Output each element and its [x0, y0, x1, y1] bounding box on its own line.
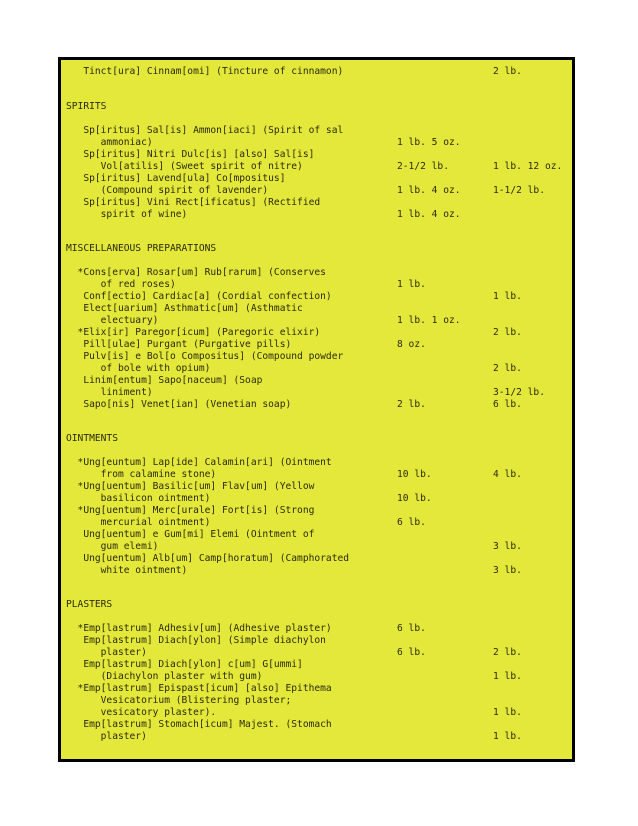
- item-description: Sapo[nis] Venet[ian] (Venetian soap): [66, 399, 292, 410]
- section-heading-plasters: [61, 599, 572, 611]
- item-description: *Elix[ir] Paregor[icum] (Paregoric elixir): [66, 327, 321, 338]
- item-description: gum elemi): [66, 541, 159, 552]
- section-heading: MISCELLANEOUS PREPARATIONS: [66, 243, 217, 254]
- text-line: [61, 185, 572, 197]
- quantity-col-1: 6 lb.: [397, 623, 426, 634]
- text-line: [61, 315, 572, 327]
- text-line: [61, 719, 572, 731]
- section-heading: PLASTERS: [66, 599, 113, 610]
- item-description: *Ung[uentum] Merc[urale] Fort[is] (Strong: [66, 505, 315, 516]
- item-description: Emp[lastrum] Stomach[icum] Majest. (Stomach: [66, 719, 332, 730]
- item-description: basilicon ointment): [66, 493, 211, 504]
- quantity-col-1: 1 lb. 4 oz.: [397, 209, 461, 220]
- text-line: [61, 209, 572, 221]
- text-line: [61, 493, 572, 505]
- text-line: [61, 565, 572, 577]
- section-heading-ointments: [61, 433, 572, 445]
- text-line: [61, 671, 572, 683]
- quantity-col-1: 10 lb.: [397, 469, 432, 480]
- text-line: [61, 125, 572, 137]
- item-description: *Emp[lastrum] Adhesiv[um] (Adhesive plaster): [66, 623, 332, 634]
- quantity-col-2: 2 lb.: [493, 327, 522, 338]
- item-description: vesicatory plaster).: [66, 707, 217, 718]
- text-line: [61, 659, 572, 671]
- text-line: [61, 553, 572, 565]
- item-description: Vesicatorium (Blistering plaster;: [66, 695, 292, 706]
- item-description: of red roses): [66, 279, 176, 290]
- quantity-col-2: 1 lb. 12 oz.: [493, 161, 563, 172]
- text-line: [61, 66, 572, 78]
- item-description: (Compound spirit of lavender): [66, 185, 269, 196]
- text-line: [61, 707, 572, 719]
- text-line: [61, 683, 572, 695]
- quantity-col-1: 6 lb.: [397, 647, 426, 658]
- text-line: [61, 363, 572, 375]
- item-description: Emp[lastrum] Diach[ylon] (Simple diachylon: [66, 635, 326, 646]
- text-line: [61, 375, 572, 387]
- quantity-col-2: 2 lb.: [493, 363, 522, 374]
- text-line: [61, 173, 572, 185]
- text-line: [61, 351, 572, 363]
- quantity-col-2: 2 lb.: [493, 647, 522, 658]
- item-description: electuary): [66, 315, 159, 326]
- quantity-col-2: 1 lb.: [493, 291, 522, 302]
- text-line: [61, 635, 572, 647]
- text-line: [61, 399, 572, 411]
- quantity-col-1: 1 lb. 5 oz.: [397, 137, 461, 148]
- text-line: [61, 303, 572, 315]
- text-line: [61, 481, 572, 493]
- item-description: Linim[entum] Sapo[naceum] (Soap: [66, 375, 263, 386]
- item-description: *Cons[erva] Rosar[um] Rub[rarum] (Conserves: [66, 267, 326, 278]
- item-description: Sp[iritus] Sal[is] Ammon[iaci] (Spirit of sal: [66, 125, 344, 136]
- document-page: [58, 57, 575, 762]
- quantity-col-2: 1 lb.: [493, 731, 522, 742]
- item-description: Ung[uentum] Alb[um] Camp[horatum] (Camphorated: [66, 553, 350, 564]
- text-line: [61, 291, 572, 303]
- section-heading: SPIRITS: [66, 101, 107, 112]
- quantity-col-2: 3 lb.: [493, 565, 522, 576]
- item-description: Vol[atilis] (Sweet spirit of nitre): [66, 161, 303, 172]
- item-description: plaster): [66, 731, 147, 742]
- quantity-col-1: 8 oz.: [397, 339, 426, 350]
- item-description: spirit of wine): [66, 209, 188, 220]
- item-description: (Diachylon plaster with gum): [66, 671, 263, 682]
- item-description: Sp[iritus] Lavend[ula] Co[mpositus]: [66, 173, 286, 184]
- text-line: [61, 541, 572, 553]
- text-line: [61, 517, 572, 529]
- text-line: [61, 197, 572, 209]
- text-line: [61, 279, 572, 291]
- text-line: [61, 505, 572, 517]
- text-line: [61, 149, 572, 161]
- quantity-col-1: 1 lb. 1 oz.: [397, 315, 461, 326]
- text-line: [61, 623, 572, 635]
- item-description: Sp[iritus] Vini Rect[ificatus] (Rectified: [66, 197, 321, 208]
- text-line: [61, 161, 572, 173]
- section-heading-spirits: [61, 101, 572, 113]
- item-description: Elect[uarium] Asthmatic[um] (Asthmatic: [66, 303, 303, 314]
- text-line: [61, 695, 572, 707]
- item-description: Emp[lastrum] Diach[ylon] c[um] G[ummi]: [66, 659, 303, 670]
- item-description: mercurial ointment): [66, 517, 211, 528]
- text-line: [61, 469, 572, 481]
- text-line: [61, 339, 572, 351]
- item-description: plaster): [66, 647, 147, 658]
- item-description: from calamine stone): [66, 469, 217, 480]
- quantity-col-1: 2 lb.: [397, 399, 426, 410]
- quantity-col-1: 2-1/2 lb.: [397, 161, 449, 172]
- quantity-col-2: 1 lb.: [493, 707, 522, 718]
- text-line: [61, 529, 572, 541]
- quantity-col-2: 1-1/2 lb.: [493, 185, 545, 196]
- item-description: Pill[ulae] Purgant (Purgative pills): [66, 339, 292, 350]
- text-line: [61, 137, 572, 149]
- item-description: *Ung[euntum] Lap[ide] Calamin[ari] (Ointment: [66, 457, 332, 468]
- text-line: [61, 457, 572, 469]
- item-description: Pulv[is] e Bol[o Compositus] (Compound powder: [66, 351, 344, 362]
- item-description: Sp[iritus] Nitri Dulc[is] [also] Sal[is]: [66, 149, 315, 160]
- quantity-col-2: 3 lb.: [493, 541, 522, 552]
- quantity-col-2: 4 lb.: [493, 469, 522, 480]
- item-description: liniment): [66, 387, 153, 398]
- quantity-col-1: 1 lb. 4 oz.: [397, 185, 461, 196]
- section-heading: OINTMENTS: [66, 433, 118, 444]
- quantity-col-2: 1 lb.: [493, 671, 522, 682]
- quantity-col-2: 2 lb.: [493, 66, 522, 77]
- text-line: [61, 647, 572, 659]
- item-description: *Emp[lastrum] Epispast[icum] [also] Epithema: [66, 683, 332, 694]
- item-description: Conf[ectio] Cardiac[a] (Cordial confection): [66, 291, 332, 302]
- quantity-col-2: 3-1/2 lb.: [493, 387, 545, 398]
- quantity-col-1: 1 lb.: [397, 279, 426, 290]
- text-line: [61, 387, 572, 399]
- quantity-col-2: 6 lb.: [493, 399, 522, 410]
- item-description: Tinct[ura] Cinnam[omi] (Tincture of cinnamon): [66, 66, 344, 77]
- text-line: [61, 327, 572, 339]
- item-description: Ung[uentum] e Gum[mi] Elemi (Ointment of: [66, 529, 315, 540]
- item-description: *Ung[uentum] Basilic[um] Flav[um] (Yellow: [66, 481, 315, 492]
- section-heading-miscellaneous: [61, 243, 572, 255]
- item-description: of bole with opium): [66, 363, 211, 374]
- text-line: [61, 267, 572, 279]
- item-description: white ointment): [66, 565, 188, 576]
- quantity-col-1: 6 lb.: [397, 517, 426, 528]
- quantity-col-1: 10 lb.: [397, 493, 432, 504]
- text-line: [61, 731, 572, 743]
- item-description: ammoniac): [66, 137, 153, 148]
